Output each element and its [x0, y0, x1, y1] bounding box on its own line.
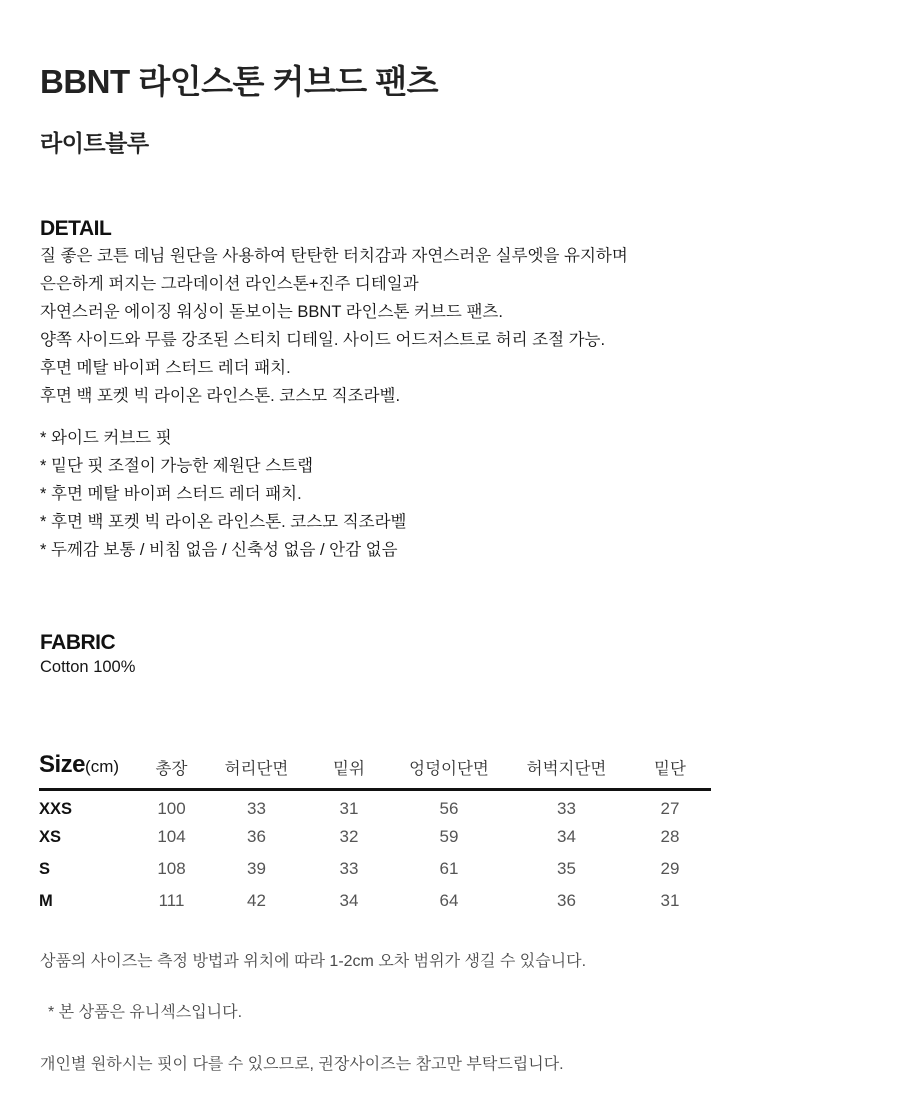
detail-description-line: 후면 백 포켓 빅 라이온 라인스톤. 코스모 직조라벨.	[40, 387, 401, 405]
size-table-heading-text: Size	[39, 750, 86, 778]
detail-feature-list	[40, 424, 870, 564]
size-label: XXS	[39, 799, 73, 818]
note-unisex: * 본 상품은 유니섹스입니다.	[48, 1004, 243, 1021]
table-row	[39, 789, 711, 821]
column-header-waist: 허리단면	[209, 749, 304, 789]
size-table-unit: (cm)	[85, 756, 120, 776]
page-content	[0, 62, 900, 1077]
detail-description-line: 후면 메탈 바이퍼 스터드 레더 패치.	[40, 359, 291, 377]
size-value: 34	[339, 891, 359, 910]
size-value: 36	[557, 891, 576, 910]
size-value: 56	[439, 799, 459, 819]
size-value: 111	[158, 891, 185, 910]
column-header-rise: 밑위	[304, 749, 394, 789]
detail-description-line: 양쪽 사이드와 무릎 강조된 스티치 디테일. 사이드 어드저스트로 허리 조절 가능.	[40, 331, 606, 349]
product-color-name: 라이트블루	[40, 130, 149, 156]
detail-description-line: 질 좋은 코튼 데님 원단을 사용하여 탄탄한 터치감과 자연스러운 실루엣을 유지하며	[40, 247, 628, 265]
size-value: 59	[439, 827, 459, 846]
detail-description	[40, 242, 870, 410]
size-value: 108	[157, 859, 186, 878]
size-value: 29	[660, 859, 680, 878]
detail-description-line: 자연스러운 에이징 워싱이 돋보이는 BBNT 라인스톤 커브드 팬츠.	[40, 303, 503, 321]
detail-section-heading: DETAIL	[40, 217, 112, 240]
table-row	[39, 885, 711, 917]
size-value: 31	[660, 891, 680, 910]
size-value: 33	[247, 799, 266, 819]
size-value: 33	[557, 799, 576, 819]
size-value: 42	[247, 891, 266, 910]
size-value: 32	[339, 827, 359, 846]
size-value: 64	[439, 891, 459, 910]
table-row	[39, 853, 711, 885]
size-value: 100	[157, 799, 186, 819]
size-label: S	[39, 859, 51, 878]
detail-feature-line: * 두께감 보통 / 비침 없음 / 신축성 없음 / 안감 없음	[40, 541, 398, 559]
size-value: 104	[157, 827, 186, 846]
detail-description-line: 은은하게 퍼지는 그라데이션 라인스톤+진주 디테일과	[40, 275, 419, 293]
column-header-total-length: 총장	[134, 749, 209, 789]
detail-feature-line: * 와이드 커브드 핏	[40, 429, 172, 447]
detail-feature-line: * 후면 메탈 바이퍼 스터드 레더 패치.	[40, 485, 302, 503]
size-value: 34	[557, 827, 576, 846]
size-value: 35	[557, 859, 576, 878]
column-header-hip: 엉덩이단면	[394, 749, 504, 789]
size-value: 36	[247, 827, 266, 846]
note-size-tolerance: 상품의 사이즈는 측정 방법과 위치에 따라 1-2cm 오차 범위가 생길 수 있습니다.	[40, 953, 587, 970]
size-value: 31	[339, 799, 359, 819]
size-value: 61	[439, 859, 459, 878]
size-value: 39	[247, 859, 266, 878]
size-label: XS	[39, 827, 62, 846]
fabric-section-heading: FABRIC	[40, 631, 116, 654]
size-value: 27	[660, 799, 680, 819]
size-table-header-row	[39, 749, 711, 789]
column-header-thigh: 허벅지단면	[504, 749, 629, 789]
product-title: BBNT 라인스톤 커브드 팬츠	[40, 63, 439, 100]
detail-feature-line: * 후면 백 포켓 빅 라이온 라인스톤. 코스모 직조라벨	[40, 513, 407, 531]
fabric-composition: Cotton 100%	[40, 658, 136, 676]
table-row	[39, 821, 711, 853]
note-fit-recommendation: 개인별 원하시는 핏이 다를 수 있으므로, 권장사이즈는 참고만 부탁드립니다.	[40, 1056, 564, 1073]
size-value: 28	[660, 827, 680, 846]
size-table-title	[39, 749, 134, 789]
size-table	[39, 749, 711, 917]
detail-feature-line: * 밑단 핏 조절이 가능한 제원단 스트랩	[40, 457, 314, 475]
size-label: M	[39, 891, 53, 910]
size-notes	[40, 950, 870, 1077]
size-value: 33	[339, 859, 359, 878]
column-header-hem: 밑단	[629, 749, 711, 789]
